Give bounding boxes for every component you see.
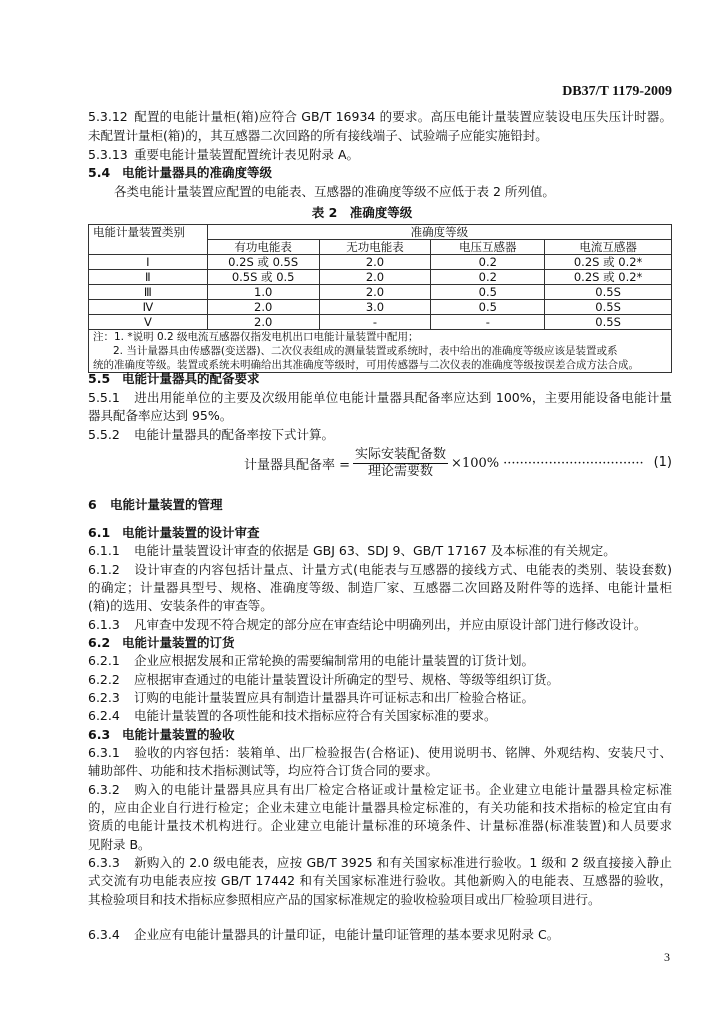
page-number: 3	[664, 950, 670, 964]
clause-6-2-2: 6.2.2 应根据审查通过的电能计量装置设计所确定的型号、规格、等级等组织订货。	[88, 672, 560, 687]
formula-numerator: 实际安装配备数	[355, 446, 447, 462]
clause-5-3-13: 5.3.13 重要电能计量装置配置统计表见附录 A。	[88, 147, 360, 162]
heading-6-3: 6.3 电能计量装置的验收	[88, 727, 235, 742]
header-voltage-transformer: 电压互感器	[431, 240, 545, 255]
cell: -	[319, 315, 431, 330]
clause-6-3-4: 6.3.4 企业应有电能计量器具的计量印证，电能计量印证管理的基本要求见附录 C。	[88, 927, 560, 942]
cell: 0.2	[431, 270, 545, 285]
clause-6-1-1: 6.1.1 电能计量装置设计审查的依据是 GBJ 63、SDJ 9、GB/T 17167 及本标准的有关规定。	[88, 543, 616, 558]
accuracy-table	[88, 224, 672, 373]
table-row	[89, 255, 672, 270]
clause-6-3-3: 6.3.3 新购入的 2.0 级电能表，应按 GB/T 3925 和有关国家标准进行验收。1 级和 2 级直接接入静止	[88, 855, 672, 870]
equation-number: (1)	[653, 455, 672, 470]
clause-6-1-2-cont: 的确定；计量器具型号、规格、准确度等级、制造厂家、互感器二次回路及附件等的选择、电能计量柜	[88, 580, 672, 595]
cell: 2.0	[207, 315, 319, 330]
clause-6-3-3-cont: 式交流有功电能表应按 GB/T 17442 和有关国家标准进行验收。其他新购入的电能表、互感器的验收，	[88, 873, 672, 888]
header-reactive-meter: 无功电能表	[319, 240, 431, 255]
cell: 2.0	[207, 300, 319, 315]
cell: Ⅳ	[89, 300, 208, 315]
table-row	[89, 315, 672, 330]
clause-6-1-2: 6.1.2 设计审查的内容包括计量点、计量方式(电能表与互感器的接线方式、电能表的类别、装设套数)	[88, 562, 672, 577]
clause-6-3-1: 6.3.1 验收的内容包括：装箱单、出厂检验报告(合格证)、使用说明书、铭牌、外观结构、安装尺寸、	[88, 745, 672, 760]
cell: -	[431, 315, 545, 330]
cell: 0.5S	[545, 285, 672, 300]
heading-5-5: 5.5 电能计量器具的配备要求	[88, 371, 260, 386]
cell: 0.2S 或 0.2*	[545, 255, 672, 270]
cell: 2.0	[319, 255, 431, 270]
clause-5-5-1-cont: 器具配备率应达到 95%。	[88, 408, 233, 423]
para-5-4: 各类电能计量装置应配置的电能表、互感器的准确度等级不应低于表 2 所列值。	[114, 184, 555, 199]
table-notes	[89, 330, 672, 373]
formula-factor: ×100%	[451, 455, 500, 471]
cell: 2.0	[319, 285, 431, 300]
clause-5-3-12-cont: 未配置计量柜(箱)的，其互感器二次回路的所有接线端子、试验端子应能实施铅封。	[88, 128, 548, 143]
table-title: 表 2 准确度等级	[311, 205, 413, 220]
clause-6-1-2-cont: (箱)的选用、安装条件的审查等。	[88, 598, 273, 613]
note-2-cont: 统的准确度等级。装置或系统未明确给出其准确度等级时，可用传感器与二次仪表的准确度等级按误差合成方法合成。	[93, 359, 639, 371]
cell: 0.5S	[545, 300, 672, 315]
note-1: 注：1. *说明 0.2 级电流互感器仅指发电机出口电能计量装置中配用；	[93, 331, 419, 343]
clause-6-3-1-cont: 辅助部件、功能和技术指标测试等，均应符合订货合同的要求。	[88, 763, 439, 778]
cell: 0.5	[431, 300, 545, 315]
heading-6-1: 6.1 电能计量装置的设计审查	[88, 525, 260, 540]
clause-6-1-3: 6.1.3 凡审查中发现不符合规定的部分应在审查结论中明确列出，并应由原设计部门进行修改设计。	[88, 617, 647, 632]
header-active-meter: 有功电能表	[207, 240, 319, 255]
table-notes-row	[89, 330, 672, 373]
formula-denominator: 理论需要数	[368, 463, 434, 479]
cell: 0.2S 或 0.5S	[207, 255, 319, 270]
cell: Ⅰ	[89, 255, 208, 270]
cell: 3.0	[319, 300, 431, 315]
clause-5-3-12: 5.3.12 配置的电能计量柜(箱)应符合 GB/T 16934 的要求。高压电能计量装置应装设电压失压计时器。	[88, 109, 672, 124]
clause-6-3-2-cont: 资质的电能计量技术机构进行。企业建立电能计量标准的环境条件、计量标准器(标准装置)和人员要求	[88, 818, 672, 833]
clause-6-3-2-cont: 见附录 B。	[88, 837, 151, 852]
cell: 0.2S 或 0.2*	[545, 270, 672, 285]
clause-6-3-2: 6.3.2 购入的电能计量器具应具有出厂检定合格证或计量检定证书。企业建立电能计量器具检定标准	[88, 782, 672, 797]
heading-6-2: 6.2 电能计量装置的订货	[88, 635, 235, 650]
header-accuracy-group: 准确度等级	[207, 225, 671, 240]
cell: 1.0	[207, 285, 319, 300]
clause-6-3-2-cont: 的，应由企业自行进行检定；企业未建立电能计量器具检定标准的，有关功能和技术指标的检定宜由有	[88, 800, 672, 815]
cell: 0.5S	[545, 315, 672, 330]
heading-5-4: 5.4 电能计量器具的准确度等级	[88, 165, 273, 180]
cell: 0.2	[431, 255, 545, 270]
clause-6-2-3: 6.2.3 订购的电能计量装置应具有制造计量器具许可证标志和出厂检验合格证。	[88, 690, 535, 705]
formula-lhs: 计量器具配备率 =	[244, 457, 351, 473]
clause-5-5-2: 5.5.2 电能计量器具的配备率按下式计算。	[88, 427, 335, 442]
formula-leader-dots: ··································	[503, 455, 644, 471]
table-header-row	[89, 225, 672, 240]
clause-6-3-3-cont: 其检验项目和技术指标应参照相应产品的国家标准规定的验收检验项目或出厂检验项目进行。	[88, 892, 601, 907]
header-current-transformer: 电流互感器	[545, 240, 672, 255]
table-row	[89, 270, 672, 285]
cell: Ⅲ	[89, 285, 208, 300]
cell: Ⅱ	[89, 270, 208, 285]
cell: 0.5	[431, 285, 545, 300]
document-code: DB37/T 1179-2009	[562, 84, 672, 99]
clause-5-5-1: 5.5.1 进出用能单位的主要及次级用能单位电能计量器具配备率应达到 100%，主要用能设备电能计量	[88, 390, 672, 405]
formula	[244, 446, 703, 480]
cell: 0.5S 或 0.5	[207, 270, 319, 285]
heading-6: 6 电能计量装置的管理	[88, 497, 223, 512]
clause-6-2-1: 6.2.1 企业应根据发展和正常轮换的需要编制常用的电能计量装置的订货计划。	[88, 653, 535, 668]
table-row	[89, 300, 672, 315]
table-row	[89, 285, 672, 300]
cell: 2.0	[319, 270, 431, 285]
cell: Ⅴ	[89, 315, 208, 330]
formula-fraction	[353, 447, 448, 480]
header-category: 电能计量装置类别	[89, 225, 208, 255]
clause-6-2-4: 6.2.4 电能计量装置的各项性能和技术指标应符合有关国家标准的要求。	[88, 708, 497, 723]
note-2: 2. 当计量器具由传感器(变送器)、二次仪表组成的测量装置或系统时，表中给出的准确度等级应该是装置或系	[113, 345, 618, 357]
